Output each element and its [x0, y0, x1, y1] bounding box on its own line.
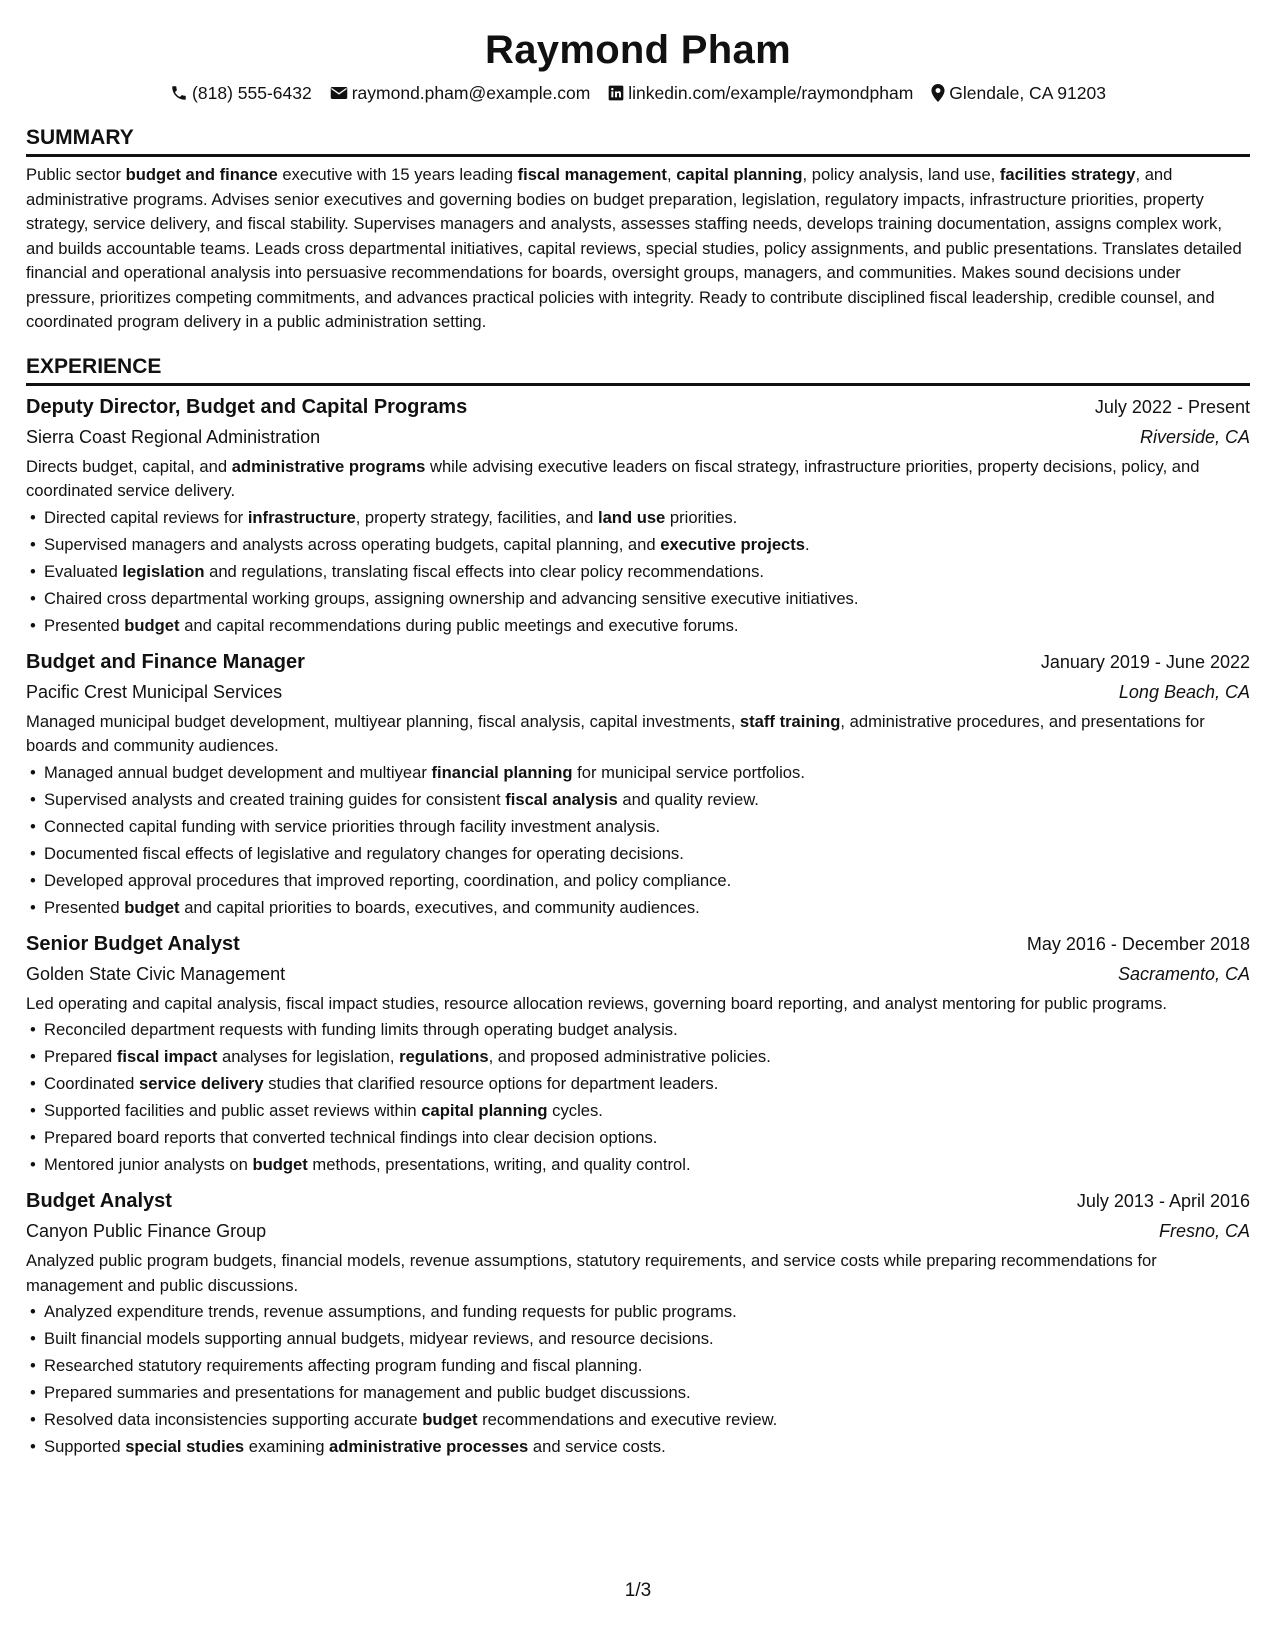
- job-location: Long Beach, CA: [1118, 681, 1250, 702]
- job-title: Senior Budget Analyst: [26, 932, 240, 955]
- job-description: Analyzed public program budgets, financial models, revenue assumptions, statutory requirements, and service costs while preparing recommendations for management and public discussions.: [26, 1251, 1157, 1295]
- email-text[interactable]: raymond.pham@example.com: [351, 83, 591, 103]
- list-item: • Prepared fiscal impact analyses for legislation, regulations, and proposed administrative policies.: [26, 1043, 1250, 1070]
- job-company: Golden State Civic Management: [26, 963, 286, 984]
- list-item: • Supervised managers and analysts across operating budgets, capital planning, and executive projects.: [26, 531, 1250, 558]
- job-bullets: [26, 1298, 1250, 1460]
- list-item: • Developed approval procedures that improved reporting, coordination, and policy compliance.: [26, 867, 1250, 894]
- list-item: • Directed capital reviews for infrastructure, property strategy, facilities, and land use priorities.: [26, 504, 1250, 531]
- list-item: • Coordinated service delivery studies that clarified resource options for department leaders.: [26, 1070, 1250, 1097]
- job-description: Led operating and capital analysis, fiscal impact studies, resource allocation reviews, governing board reporting, and analyst mentoring for public programs.: [26, 993, 1167, 1013]
- list-item: • Chaired cross departmental working groups, assigning ownership and advancing sensitive executive initiatives.: [26, 585, 1250, 612]
- list-item: • Mentored junior analysts on budget methods, presentations, writing, and quality control.: [26, 1151, 1250, 1178]
- list-item: • Connected capital funding with service priorities through facility investment analysis.: [26, 813, 1250, 840]
- job-date: July 2013 - April 2016: [1076, 1191, 1250, 1211]
- candidate-name: Raymond Pham: [485, 28, 791, 72]
- job-description: Directs budget, capital, and administrative programs while advising executive leaders on fiscal strategy, infrastructure priorities, property decisions, policy, and coordinated service delivery.: [26, 456, 1200, 500]
- linkedin-text[interactable]: linkedin.com/example/raymondpham: [628, 83, 914, 103]
- list-item: • Documented fiscal effects of legislative and regulatory changes for operating decisions.: [26, 840, 1250, 867]
- linkedin-icon: [608, 85, 624, 101]
- job-entry: [26, 647, 1250, 921]
- list-item: • Evaluated legislation and regulations, translating fiscal effects into clear policy recommendations.: [26, 558, 1250, 585]
- job-bullets: [26, 504, 1250, 639]
- list-item: • Prepared summaries and presentations for management and public budget discussions.: [26, 1379, 1250, 1406]
- envelope-icon: [330, 85, 348, 101]
- contact-linkedin[interactable]: [608, 80, 913, 106]
- list-item: • Prepared board reports that converted technical findings into clear decision options.: [26, 1124, 1250, 1151]
- job-company-row: [26, 1216, 1250, 1246]
- list-item: • Managed annual budget development and multiyear financial planning for municipal service portfolios.: [26, 759, 1250, 786]
- job-date: July 2022 - Present: [1094, 396, 1250, 417]
- list-item: • Built financial models supporting annual budgets, midyear reviews, and resource decisions.: [26, 1325, 1250, 1352]
- job-header-row: [26, 392, 1250, 422]
- job-company-row: [26, 422, 1250, 452]
- contact-location: [931, 80, 1106, 106]
- list-item: • Analyzed expenditure trends, revenue assumptions, and funding requests for public programs.: [26, 1298, 1250, 1325]
- map-pin-icon: [931, 84, 945, 102]
- job-entry: [26, 1186, 1250, 1460]
- job-company: Sierra Coast Regional Administration: [26, 426, 321, 447]
- job-location: Fresno, CA: [1158, 1221, 1250, 1241]
- phone-text: (818) 555-6432: [192, 83, 312, 103]
- resume-page: [26, 0, 1250, 1650]
- phone-icon: [170, 84, 188, 102]
- job-title: Budget Analyst: [26, 1190, 172, 1212]
- experience-heading: EXPERIENCE: [26, 353, 1250, 386]
- job-header-row: [26, 1186, 1250, 1216]
- list-item: • Researched statutory requirements affecting program funding and fiscal planning.: [26, 1352, 1250, 1379]
- summary-text: Public sector budget and finance executive with 15 years leading fiscal management, capital planning, policy analysis, land use, facilities strategy, and administrative programs. Advises senior executives and governing bodies on budget preparation, legislation, regulatory impacts, infrastructure priorities, property strategy, service delivery, and fiscal stability. Supervises managers and analysts, assesses staffing needs, develops training documentation, assigns complex work, and builds accountable teams. Leads cross departmental initiatives, capital reviews, special studies, policy assignments, and public presentations. Translates detailed financial and operational analysis into persuasive recommendations for boards, oversight groups, managers, and communities. Makes sound decisions under pressure, prioritizes competing commitments, and advances practical policies with integrity. Ready to contribute disciplined fiscal leadership, credible counsel, and coordinated program delivery in a public administration setting.: [26, 165, 1242, 331]
- list-item: • Supported special studies examining administrative processes and service costs.: [26, 1433, 1250, 1460]
- job-entry: [26, 392, 1250, 639]
- list-item: • Presented budget and capital priorities to boards, executives, and community audiences.: [26, 894, 1250, 921]
- list-item: • Supervised analysts and created training guides for consistent fiscal analysis and quality review.: [26, 786, 1250, 813]
- job-date: January 2019 - June 2022: [1040, 651, 1250, 672]
- job-title: Deputy Director, Budget and Capital Programs: [26, 395, 468, 418]
- job-location: Sacramento, CA: [1117, 963, 1250, 984]
- contact-phone: [170, 80, 312, 106]
- job-company-row: [26, 677, 1250, 707]
- job-company: Pacific Crest Municipal Services: [26, 681, 283, 702]
- job-bullets: [26, 1016, 1250, 1178]
- location-text: Glendale, CA 91203: [949, 83, 1106, 103]
- list-item: • Resolved data inconsistencies supporting accurate budget recommendations and executive review.: [26, 1406, 1250, 1433]
- job-title: Budget and Finance Manager: [26, 650, 305, 673]
- job-location: Riverside, CA: [1139, 426, 1250, 447]
- job-entry: [26, 929, 1250, 1179]
- job-date: May 2016 - December 2018: [1026, 933, 1250, 954]
- experience-list: [26, 392, 1250, 1461]
- contact-email[interactable]: [330, 80, 591, 106]
- job-company: Canyon Public Finance Group: [26, 1221, 267, 1241]
- list-item: • Reconciled department requests with funding limits through operating budget analysis.: [26, 1016, 1250, 1043]
- job-company-row: [26, 959, 1250, 989]
- contact-bar: [26, 80, 1250, 106]
- summary-heading: SUMMARY: [26, 124, 1250, 157]
- job-bullets: [26, 759, 1250, 921]
- page-number: 1/3: [624, 1580, 652, 1601]
- job-description: Managed municipal budget development, multiyear planning, fiscal analysis, capital investments, staff training, administrative procedures, and presentations for boards and community audiences.: [26, 711, 1205, 755]
- job-header-row: [26, 647, 1250, 677]
- list-item: • Supported facilities and public asset reviews within capital planning cycles.: [26, 1097, 1250, 1124]
- job-header-row: [26, 929, 1250, 959]
- list-item: • Presented budget and capital recommendations during public meetings and executive forums.: [26, 612, 1250, 639]
